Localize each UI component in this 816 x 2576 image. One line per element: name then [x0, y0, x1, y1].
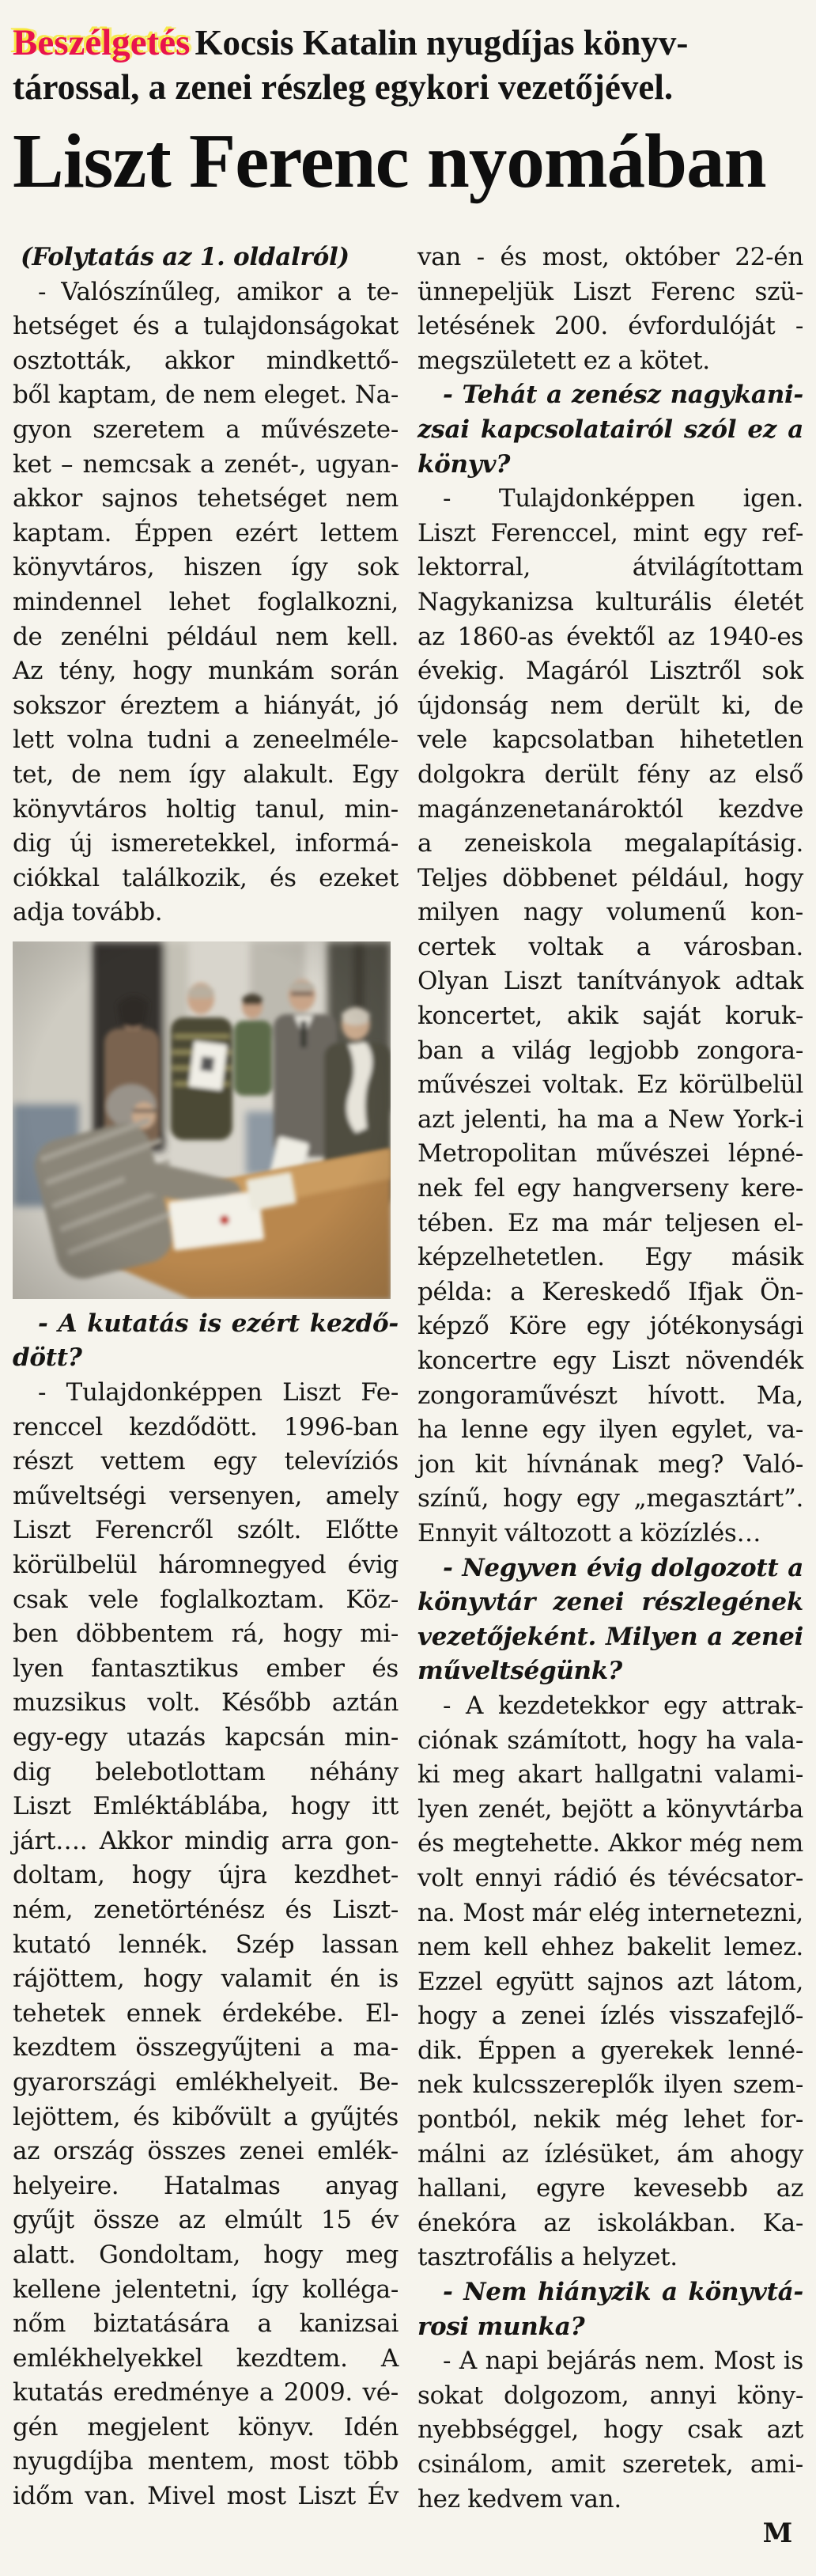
text-line: dik. Éppen a gyerekek lenné- [417, 2036, 803, 2065]
text-line: lyen zenét, bejött a könyvtárba [417, 1794, 803, 1824]
text-line: milyen nagy volumenű kon- [417, 898, 803, 927]
left-column [13, 241, 399, 2551]
interview-question [13, 1307, 399, 1376]
text-line: letésének 200. évfordulóját - [417, 312, 803, 341]
text-line: Liszt Ferenccel, mint egy ref- [417, 518, 803, 547]
text-line: sokszor éreztem a hiányát, jó [13, 691, 399, 720]
text-line: vele kapcsolatban hihetetlen [417, 725, 803, 755]
text-line: - A kutatás is ezért kezdő- [38, 1309, 399, 1338]
kicker-text-line2: tárossal, a zenei részleg egykori vezetőjével. [13, 67, 674, 107]
text-line: színű, hogy egy „megasztárt”. [417, 1484, 803, 1513]
text-line: csak vele foglalkoztam. Köz- [13, 1585, 399, 1614]
text-line: könyvtáros holtig tanul, min- [13, 794, 399, 824]
text-line: Teljes döbbenet például, hogy [417, 863, 803, 892]
text-line: - Tehát a zenész nagykani- [443, 381, 803, 410]
text-line: pontból, nekik még lehet for- [417, 2105, 803, 2135]
interview-question [417, 378, 803, 482]
text-line: renccel kezdődött. 1996-ban [13, 1412, 399, 1441]
text-line: tasztrofális a helyzet. [417, 2243, 678, 2272]
text-line: muzsikus volt. Később aztán [13, 1688, 399, 1718]
text-line: csinálom, amit szeretek, ami- [417, 2450, 803, 2479]
kicker-topic-label: Beszélgetés [13, 22, 191, 63]
text-line: Az tény, hogy munkám során [13, 657, 399, 686]
text-line: ünnepeljük Liszt Ferenc szü- [417, 277, 803, 306]
text-line: adja tovább. [13, 898, 163, 927]
text-line: Liszt Ferencről szólt. Előtte [13, 1516, 399, 1545]
text-line: certek voltak a városban. [417, 932, 803, 961]
text-line: ki meg akart hallgatni valami- [417, 1760, 803, 1790]
author-signature [417, 2517, 803, 2551]
text-line: málni az ízlésüket, ám ahogy [417, 2139, 803, 2169]
text-line: Liszt Emléktáblába, hogy itt [13, 1792, 399, 1821]
text-line: ciókkal találkozik, és ezeket [13, 863, 399, 892]
text-line: kaptam. Éppen ezért lettem [13, 518, 399, 547]
text-line: volt ennyi rádió és tévécsator- [417, 1863, 803, 1892]
text-line: egy-egy utazás kapcsán min- [13, 1723, 399, 1752]
text-line: ből kaptam, de nem eleget. Na- [13, 381, 399, 410]
paragraph [417, 241, 803, 378]
text-line: lejöttem, és kibővült a gyűjtés [13, 2102, 399, 2131]
text-line: ha lenne egy ilyen egylet, va- [417, 1415, 803, 1445]
text-line: azt jelenti, ha ma a New York-i [417, 1104, 803, 1134]
text-line: ban a világ legjobb zongora- [417, 1036, 803, 1065]
text-line: hetséget és a tulajdonságokat [13, 312, 399, 341]
text-line: - Valószínűleg, amikor a te- [38, 277, 399, 306]
text-line: akkor sajnos tehetséget nem [13, 484, 399, 513]
text-line: énekóra az iskolákban. Ka- [417, 2208, 803, 2237]
text-line: vezetőjeként. Milyen a zenei [417, 1622, 803, 1651]
kicker [13, 21, 803, 109]
text-line: gyon szeretem a művészete- [13, 415, 399, 444]
article-body [13, 241, 803, 2551]
text-line: részt vettem egy televíziós [13, 1447, 399, 1476]
text-line: zongoraművészt hívott. Ma, [417, 1381, 803, 1410]
text-line: (Folytatás az 1. oldalról) [21, 243, 349, 271]
text-line: az ország összes zenei emlék- [13, 2137, 399, 2166]
text-line: járt…. Akkor mindig arra gon- [13, 1826, 399, 1855]
text-line: könyvtáros, hiszen így sok [13, 553, 399, 582]
text-line: osztották, akkor mindkettő- [13, 346, 399, 375]
text-line: nek kulcsszereplők ilyen szem- [417, 2070, 803, 2100]
text-line: képzelhetetlen. Egy másik [417, 1243, 803, 1272]
text-line: - Nem hiányzik a könyvtá- [443, 2278, 803, 2307]
text-line: ciónak számított, hogy ha vala- [417, 1726, 803, 1755]
text-line: és megtehette. Akkor még nem [417, 1829, 803, 1858]
text-line: példa: a Kereskedő Ifjak Ön- [417, 1277, 803, 1306]
text-line: Metropolitan művészei lépné- [417, 1139, 803, 1169]
paragraph [417, 1689, 803, 2275]
photo-scene [13, 941, 391, 1299]
text-line: mindennel lehet foglalkozni, [13, 587, 399, 616]
text-line: lett volna tudni a zeneelméle- [13, 725, 399, 755]
continuation-note [13, 241, 399, 275]
kicker-text-line1: Kocsis Katalin nyugdíjas könyv- [195, 23, 689, 63]
text-line: műveltségi versenyen, amely [13, 1481, 399, 1510]
text-line: hallani, egyre kevesebb az [417, 2174, 803, 2203]
text-line: gén megjelent könyv. Idén [13, 2412, 399, 2442]
text-line: ket – nemcsak a zenét-, ugyan- [13, 449, 399, 479]
text-line: kutató lennék. Szép lassan [13, 1930, 399, 1959]
text-line: - A kezdetekkor egy attrak- [443, 1691, 803, 1720]
right-column [417, 241, 803, 2551]
interview-question [417, 1551, 803, 1689]
text-line: ném, zenetörténész és Liszt- [13, 1895, 399, 1924]
text-line: nek fel egy hangverseny kere- [417, 1174, 803, 1203]
text-line: kutatás eredménye a 2009. vé- [13, 2378, 399, 2407]
text-line: lektorral, átvilágítottam [417, 553, 803, 582]
text-line: - Tulajdonképpen igen. [443, 484, 803, 513]
text-line: dött? [13, 1343, 82, 1373]
text-line: körülbelül háromnegyed évig [13, 1551, 399, 1580]
text-line: M [762, 2517, 792, 2550]
text-line: hez kedvem van. [417, 2484, 621, 2513]
text-line: lyen fantasztikus ember és [13, 1654, 399, 1683]
text-line: időm van. Mivel most Liszt Év [13, 2482, 399, 2511]
text-line: - Negyven évig dolgozott a [443, 1553, 803, 1582]
text-line: - Tulajdonképpen Liszt Fe- [38, 1378, 399, 1407]
text-line: tehetek ennek érdekébe. El- [13, 1998, 399, 2028]
text-line: Ennyit változott a közízlés… [417, 1518, 761, 1547]
text-line: na. Most már elég internetezni, [417, 1898, 803, 1927]
paragraph [417, 2344, 803, 2517]
text-line: kellene jelentetni, így kolléga- [13, 2275, 399, 2304]
text-line: sokat dolgozom, annyi köny- [417, 2381, 803, 2410]
text-line: hogy a zenei ízlés visszafejlő- [417, 2002, 803, 2031]
text-line: emlékhelyekkel kezdtem. A [13, 2343, 399, 2373]
text-line: az 1860-as évektől az 1940-es [417, 622, 803, 651]
text-line: nyebbséggel, hogy csak azt [417, 2415, 803, 2445]
text-line: dolgokra derült fény az első [417, 760, 803, 789]
text-line: van - és most, október 22-én [417, 243, 803, 271]
text-line: Ezzel együtt sajnos azt látom, [417, 1967, 803, 1996]
text-line: Olyan Liszt tanítványok adtak [417, 967, 803, 996]
text-line: Nagykanizsa kulturális életét [417, 587, 803, 616]
text-line: de zenélni például nem kell. [13, 622, 399, 651]
text-line: magánzenetanároktól kezdve [417, 794, 803, 824]
text-line: koncertet, akik saját koruk- [417, 1002, 803, 1031]
text-line: koncertre egy Liszt növendék [417, 1347, 803, 1375]
article-photo [13, 941, 391, 1299]
text-line: rosi munka? [417, 2312, 585, 2341]
text-line: ben döbbentem rá, hogy mi- [13, 1619, 399, 1649]
text-line: művészei voltak. Ez körülbelül [417, 1070, 803, 1100]
text-line: zsai kapcsolatairól szól ez a [417, 415, 803, 444]
text-line: helyeire. Hatalmas anyag [13, 2171, 399, 2200]
text-line: műveltségünk? [417, 1657, 622, 1686]
text-line: nyugdíjba mentem, most több [13, 2447, 399, 2476]
paragraph [13, 275, 399, 930]
text-line: könyv? [417, 449, 511, 479]
text-line: rájöttem, hogy valamit én is [13, 1964, 399, 1994]
headline: Liszt Ferenc nyomában [13, 119, 766, 203]
interview-question [417, 2275, 803, 2344]
text-line: tében. Ez ma már teljesen el- [417, 1208, 803, 1237]
text-line: újdonság nem derült ki, de [417, 691, 803, 720]
text-line: dig új ismeretekkel, informá- [13, 829, 399, 858]
paragraph [417, 482, 803, 1551]
text-line: gyarországi emlékhelyeit. Be- [13, 2067, 399, 2097]
text-line: könyvtár zenei részlegének [417, 1588, 803, 1617]
text-line: dig belebotlottam néhány [13, 1757, 399, 1786]
text-line: a zeneiskola megalapításig. [417, 829, 803, 858]
text-line: nőm biztatására a kanizsai [13, 2309, 399, 2339]
text-line: gyűjt össze az elmúlt 15 év [13, 2206, 399, 2235]
text-line: alatt. Gondoltam, hogy meg [13, 2240, 399, 2269]
text-line: nem kell ehhez bakelit lemez. [417, 1933, 803, 1962]
text-line: kezdtem összegyűjteni a ma- [13, 2033, 399, 2063]
text-line: évekig. Magáról Lisztről sok [417, 657, 803, 686]
paragraph [13, 1376, 399, 2514]
text-line: jon kit hívnának meg? Való- [417, 1449, 803, 1479]
text-line: - A napi bejárás nem. Most is [443, 2347, 803, 2376]
text-line: doltam, hogy újra kezdhet- [13, 1861, 399, 1890]
article-header [13, 21, 803, 201]
text-line: képző Köre egy jótékonysági [417, 1312, 803, 1341]
text-line: megszületett ez a kötet. [417, 346, 710, 375]
text-line: tet, de nem így alakult. Egy [13, 760, 399, 789]
